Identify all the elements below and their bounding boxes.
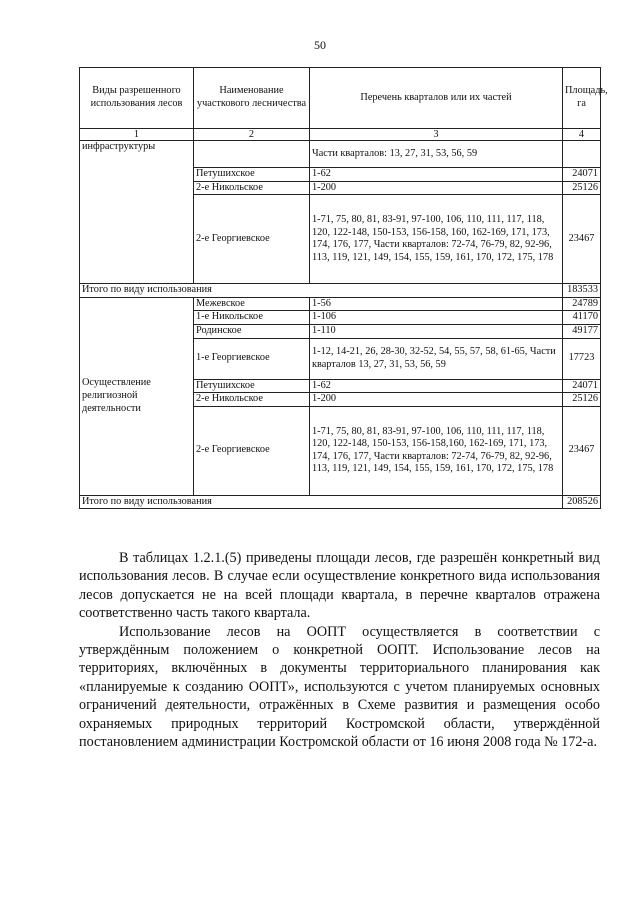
column-number-row <box>80 129 601 141</box>
header-area: Площадь, га <box>563 68 601 129</box>
forestry-cell: 2-е Никольское <box>194 393 310 407</box>
forestry-cell: 2-е Георгиевское <box>194 195 310 284</box>
area-cell: 41170 <box>563 311 601 325</box>
use-type-cell: инфраструктуры <box>80 141 194 284</box>
forestry-cell: Родинское <box>194 324 310 338</box>
forestry-cell: 2-е Георгиевское <box>194 406 310 495</box>
header-use-type: Виды разрешенного использования лесов <box>80 68 194 129</box>
total-row <box>80 284 601 298</box>
forestry-cell: 1-е Георгиевское <box>194 338 310 379</box>
area-cell: 24071 <box>563 379 601 393</box>
table-row <box>80 297 601 311</box>
quarters-cell: 1-106 <box>310 311 563 325</box>
header-quarters: Перечень кварталов или их частей <box>310 68 563 129</box>
forestry-cell: Петушихское <box>194 379 310 393</box>
quarters-cell: 1-71, 75, 80, 81, 83-91, 97-100, 106, 110, 111, 117, 118, 120, 122-148, 150-153, 156-158, 160, 162-169, 171, 173, 174, 176, 177, Части кварталов: 72-74, 76-79, 82, 92-96, 113, 119, 121, 149, 154, 155, 159, 161, 170, 172, 175, 178 <box>310 195 563 284</box>
total-row <box>80 495 601 509</box>
body-text <box>79 549 600 751</box>
area-cell: 17723 <box>563 338 601 379</box>
area-cell: 25126 <box>563 181 601 195</box>
area-cell: 24789 <box>563 297 601 311</box>
quarters-cell: 1-71, 75, 80, 81, 83-91, 97-100, 106, 110, 111, 117, 118, 120, 122-148, 150-153, 156-158,160, 162-169, 171, 173, 174, 176, 177, Части кварталов: 72-74, 76-79, 82, 92-96, 113, 119, 121, 149, 154, 155, 159, 161, 170, 172, 175, 178 <box>310 406 563 495</box>
forestry-cell: Межевское <box>194 297 310 311</box>
quarters-cell: 1-62 <box>310 379 563 393</box>
quarters-cell: Части кварталов: 13, 27, 31, 53, 56, 59 <box>310 141 563 168</box>
area-cell: 49177 <box>563 324 601 338</box>
forest-use-table <box>79 67 608 509</box>
paragraph: Использование лесов на ООПТ осуществляется в соответствии с утверждённым положением о конкретной ООПТ. Использование лесов на территориях, включённых в документы территориального планирования как «планируемые к созданию ООПТ», используются с учетом планируемых основных ограничений деятельности, отражённых в Схеме развития и размещения особо охраняемых природных территорий Костромской области, утверждённой постановлением администрации Костромской области от 16 июня 2008 года № 172-а. <box>79 623 600 751</box>
page-number: 50 <box>314 38 326 52</box>
col-num: 1 <box>80 129 194 141</box>
quarters-cell: 1-12, 14-21, 26, 28-30, 32-52, 54, 55, 57, 58, 61-65, Части кварталов 13, 27, 31, 53, 56, 59 <box>310 338 563 379</box>
table-header-row <box>80 68 601 129</box>
col-num: 2 <box>194 129 310 141</box>
total-value: 183533 <box>563 284 601 298</box>
paragraph: В таблицах 1.2.1.(5) приведены площади лесов, где разрешён конкретный вид использования лесов. В случае если осуществление конкретного вида использования лесов допускается не на всей площади квартала, в перечне кварталов отражена соответственно часть такого квартала. <box>79 550 600 622</box>
area-cell: 23467 <box>563 406 601 495</box>
total-label: Итого по виду использования <box>80 284 563 298</box>
forestry-cell: 1-е Никольское <box>194 311 310 325</box>
col-num: 3 <box>310 129 563 141</box>
table-row <box>80 141 601 168</box>
col-num: 4 <box>563 129 601 141</box>
quarters-cell: 1-56 <box>310 297 563 311</box>
area-cell: 24071 <box>563 168 601 182</box>
use-type-cell: Осуществление религиозной деятельности <box>80 297 194 495</box>
quarters-cell: 1-62 <box>310 168 563 182</box>
quarters-cell: 1-110 <box>310 324 563 338</box>
quarters-cell: 1-200 <box>310 181 563 195</box>
total-label: Итого по виду использования <box>80 495 563 509</box>
forestry-cell <box>194 141 310 168</box>
area-cell: 25126 <box>563 393 601 407</box>
quarters-cell: 1-200 <box>310 393 563 407</box>
area-cell <box>563 141 601 168</box>
header-forestry: Наименование участкового лесничества <box>194 68 310 129</box>
forestry-cell: Петушихское <box>194 168 310 182</box>
area-cell: 23467 <box>563 195 601 284</box>
total-value: 208526 <box>563 495 601 509</box>
forestry-cell: 2-е Никольское <box>194 181 310 195</box>
